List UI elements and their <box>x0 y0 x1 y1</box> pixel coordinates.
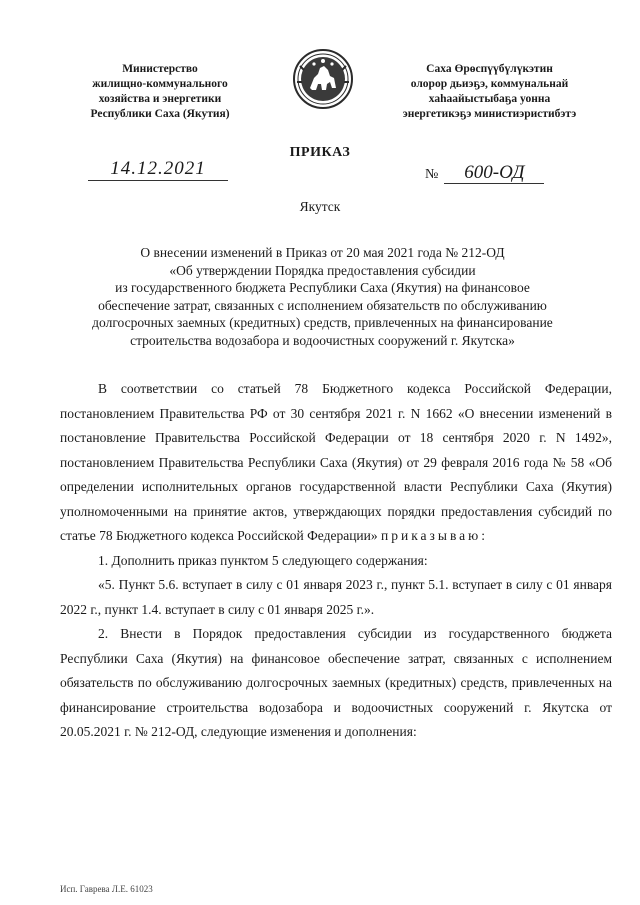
ministry-ru-line: жилищно-коммунального <box>92 78 228 90</box>
ministry-sakha-line: энергетикэҕэ министиэристибэтэ <box>402 108 577 120</box>
orders-word: приказываю: <box>381 528 488 543</box>
ministry-ru-line: Министерство <box>122 63 198 75</box>
subject-line: долгосрочных заемных (кредитных) средств, привлеченных на финансирование <box>92 315 553 330</box>
ministry-sakha-line: олорор дьиэҕэ, коммунальнай <box>410 78 569 90</box>
order-number <box>425 163 544 184</box>
preamble-paragraph <box>60 377 612 549</box>
item-2: 2. Внести в Порядок предоставления субсидии из государственного бюджета Республики Саха (Якутия) на финансовое обеспечение затрат, связанных с исполнением обязательств по обслуживанию долгосрочных заемных (кредитных) средств, привлеченных на финансирование строительства водозабора и водоочистных сооружений г. Якутска от 20.05.2021 г. № 212-ОД, следующие изменения и дополнения: <box>60 626 612 739</box>
ministry-sakha-line: Саха Өрөспүүбүлүкэтин <box>426 63 553 75</box>
ministry-name-ru <box>60 62 260 122</box>
order-date: 14.12.2021 <box>88 158 228 181</box>
preamble-text: В соответствии со статьей 78 Бюджетного кодекса Российской Федерации, постановлением Правительства РФ от 30 сентября 2021 г. N 1662 «О внесении изменений в постановление Правительства Российской Федерации от 18 сентября 2020 г. N 1492», постановлением Правительства Республики Саха (Якутия) от 29 февраля 2016 года № 58 «Об определении исполнительных органов государственной власти Республики Саха (Якутия) уполномоченными на принятие актов, утверждающих порядки предоставления субсидий по статье 78 Бюджетного кодекса Российской Федерации» <box>60 381 612 543</box>
document-title: ПРИКАЗ <box>289 145 351 160</box>
ministry-ru-line: Республики Саха (Якутия) <box>90 108 230 120</box>
sakha-emblem-icon <box>292 48 354 110</box>
executor-note: Исп. Гаврева Л.Е. 61023 <box>60 884 153 894</box>
number-sign: № <box>425 167 439 182</box>
ministry-name-sakha <box>362 62 617 122</box>
city: Якутск <box>299 199 341 214</box>
ministry-ru-line: хозяйства и энергетики <box>98 93 222 105</box>
ministry-sakha-line: хаһаайыстыбаҕа уонна <box>428 93 551 105</box>
item-1-quote: «5. Пункт 5.6. вступает в силу с 01 января 2023 г., пункт 5.1. вступает в силу с 01 января 2022 г., пункт 1.4. вступает в силу с 01 января 2025 г.». <box>60 577 612 617</box>
subject-line: из государственного бюджета Республики Саха (Якутия) на финансовое <box>115 280 530 295</box>
subject-line: обеспечение затрат, связанных с исполнением обязательств по обслуживанию <box>98 297 547 313</box>
subject-line: строительства водозабора и водоочистных сооружений г. Якутска» <box>130 332 515 348</box>
order-number-value: 600-ОД <box>444 163 544 184</box>
subject-line: О внесении изменений в Приказ от 20 мая 2021 года № 212-ОД <box>140 245 505 260</box>
order-body <box>60 377 612 745</box>
subject-line: «Об утверждении Порядка предоставления субсидии <box>169 262 476 278</box>
item-1: 1. Дополнить приказ пунктом 5 следующего содержания: <box>98 552 428 568</box>
order-subject <box>80 244 565 349</box>
